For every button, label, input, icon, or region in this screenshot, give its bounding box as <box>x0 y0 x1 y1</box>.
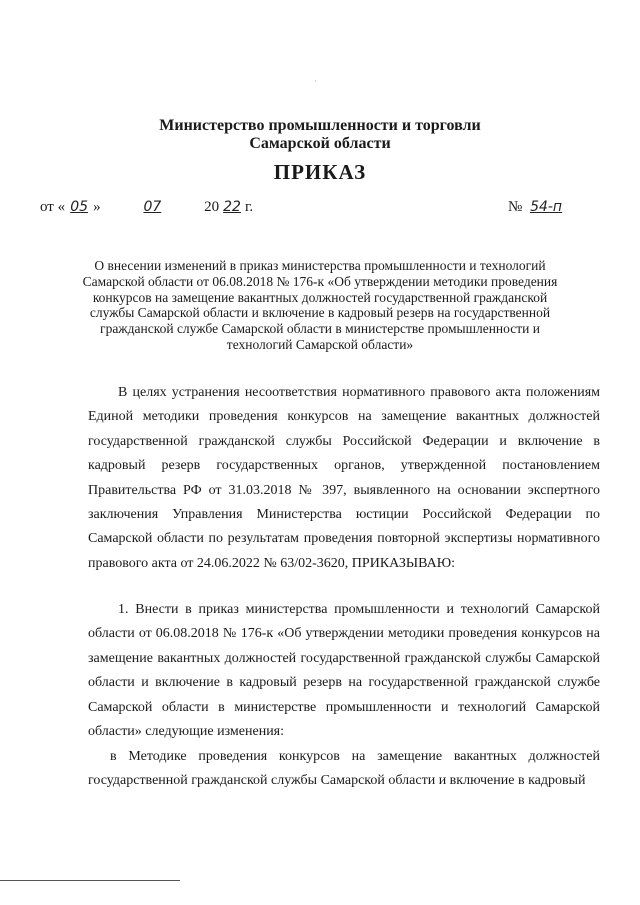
document-title: ПРИКАЗ <box>273 160 367 184</box>
date-year-unit: г. <box>244 199 254 215</box>
document-number-line <box>508 199 566 216</box>
organization-name-line2: Самарской области <box>249 135 391 152</box>
organization-name-line1: Министерство промышленности и торговли <box>159 117 481 134</box>
date-line <box>40 199 253 216</box>
order-subject: О внесении изменений в приказ министерства промышленности и технологий Самарской области от 06.08.2018 № 176-к «Об утверждении методики проведения конкурсов на замещение вакантных должностей государственной гражданской службы Самарской области и включение в кадровый резерв на государственной гражданской службе Самарской области в министерстве промышленности и технологий Самарской области» <box>82 258 558 352</box>
body-paragraph-preamble: В целях устранения несоответствия нормативного правового акта положениям Единой методики проведения конкурсов на замещение вакантных должностей государственной гражданской службы Российской Федерации и включение в кадровый резерв государственных органов, утвержденной постановлением Правительства РФ от 31.03.2018 № 397, выявленного на основании экспертного заключения Управления Министерства юстиции Российской Федерации по Самарской области по результатам проведения повторной экспертизы нормативного правового акта от 24.06.2022 № 63/02-3620, ПРИКАЗЫВАЮ: <box>88 385 600 571</box>
date-day-handwritten: 05 <box>70 199 89 215</box>
date-mid: » <box>93 199 101 215</box>
footnote-divider <box>0 880 180 881</box>
scan-speck: · <box>314 77 317 86</box>
date-year-prefix: 20 <box>204 199 220 215</box>
date-year-handwritten: 22 <box>223 199 241 215</box>
document-number-handwritten: 54-п <box>530 199 563 215</box>
date-prefix: от « <box>40 199 66 215</box>
body-paragraph-item-1: 1. Внести в приказ министерства промышленности и технологий Самарской области от 06.08.2018 № 176-к «Об утверждении методики проведения конкурсов на замещение вакантных должностей государственной гражданской службы Самарской области и включение в кадровый резерв на государственной гражданской службе Самарской области в министерстве промышленности и технологий Самарской области» следующие изменения: <box>88 602 600 740</box>
body-paragraph-methodology: в Методике проведения конкурсов на замещение вакантных должностей государственной гражданской службы Самарской области и включение в кадровый <box>88 749 600 789</box>
date-month-handwritten: 07 <box>143 199 162 215</box>
number-label: № <box>508 199 523 215</box>
